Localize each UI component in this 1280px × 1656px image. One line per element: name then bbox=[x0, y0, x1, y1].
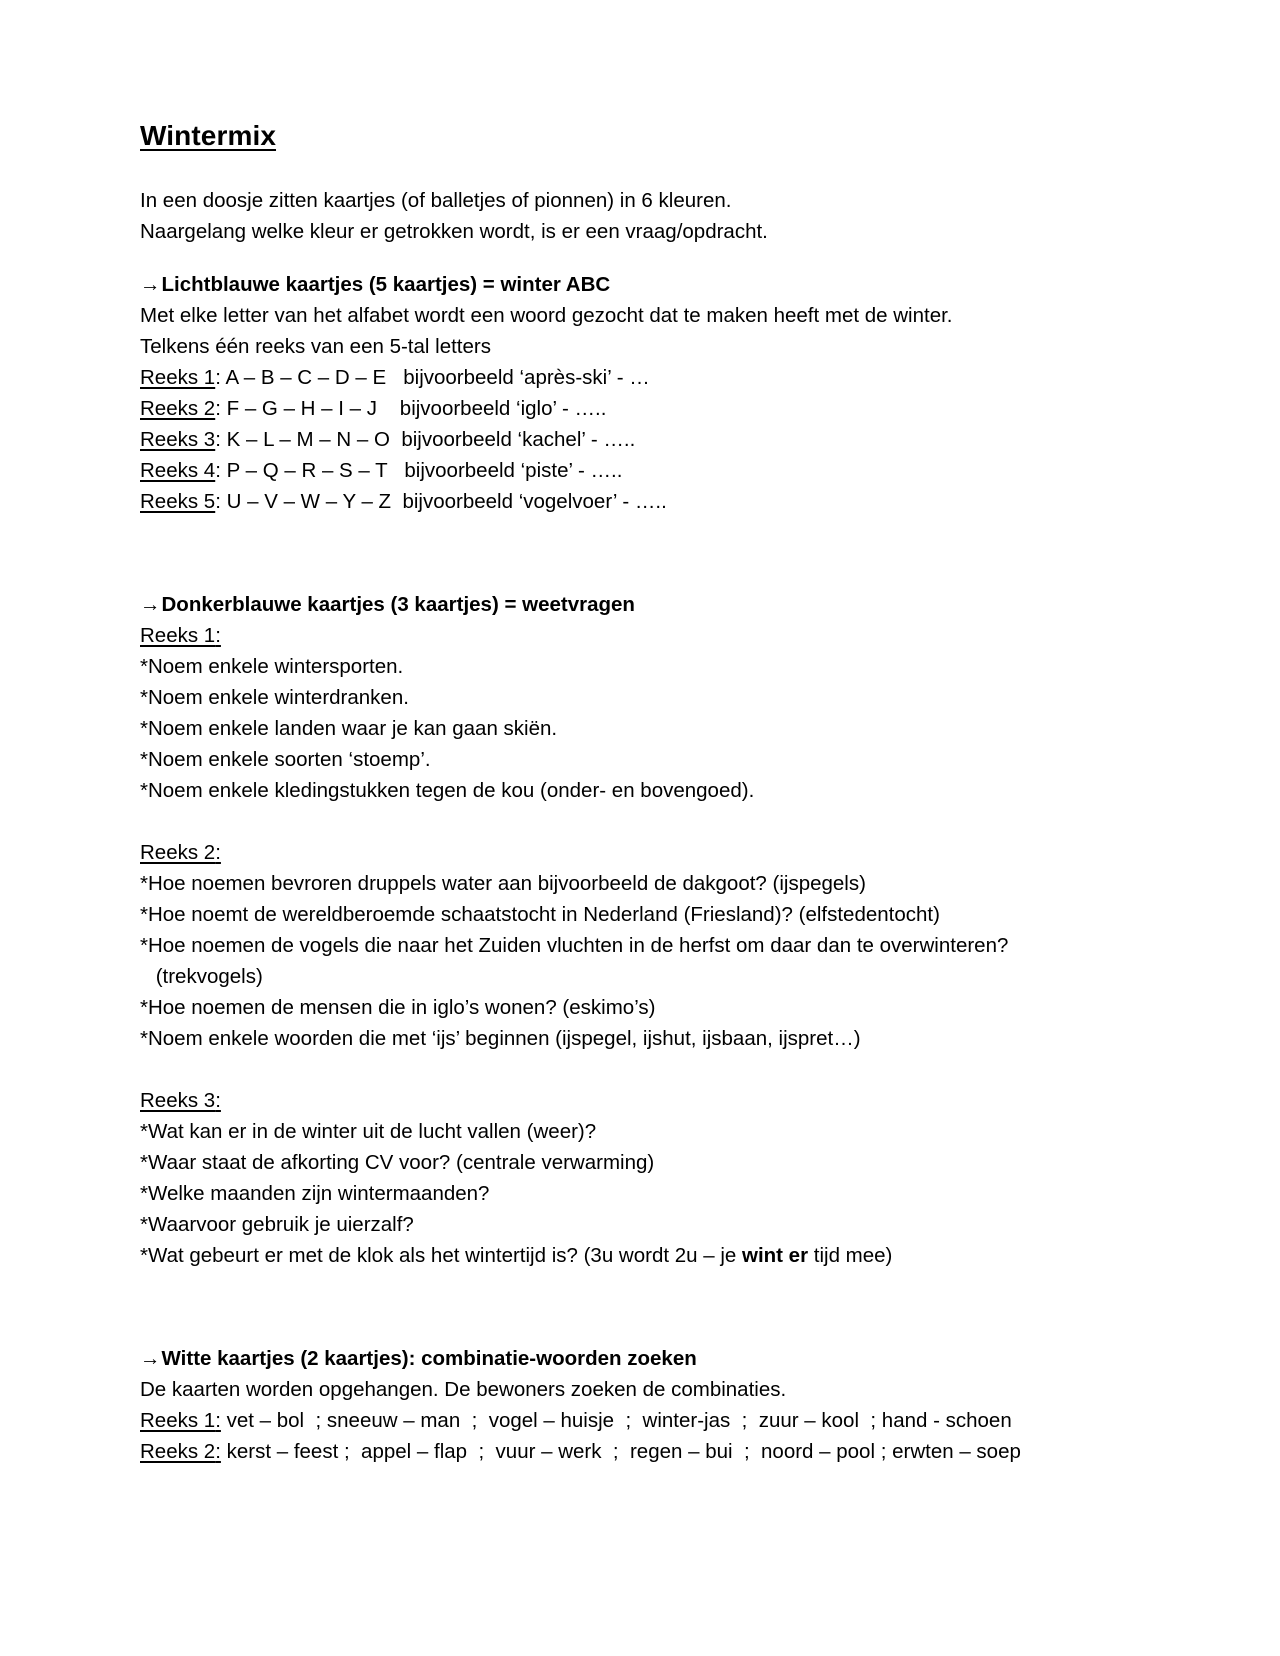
reeks-colon: : bbox=[215, 841, 221, 864]
reeks-text: F – G – H – I – J bijvoorbeeld ‘iglo’ - ….. bbox=[220, 397, 607, 420]
intro-line-2: Naargelang welke kleur er getrokken wordt, is er een vraag/opdracht. bbox=[140, 220, 768, 243]
reeks-label: Reeks 3 bbox=[140, 1089, 216, 1112]
page-title: Wintermix bbox=[140, 120, 277, 151]
donkerblauw-reeks2-item-2: *Hoe noemt de wereldberoemde schaatstocht in Nederland (Friesland)? (elfstedentocht) bbox=[140, 903, 940, 926]
reeks-label: Reeks 3 bbox=[140, 428, 216, 451]
reeks-colon: : bbox=[215, 624, 221, 647]
reeks-text: P – Q – R – S – T bijvoorbeeld ‘piste’ - ….. bbox=[220, 459, 623, 482]
reeks-label: Reeks 1 bbox=[140, 1409, 216, 1432]
wit-reeks-2 bbox=[140, 1436, 1130, 1467]
reeks-colon: : bbox=[215, 490, 221, 513]
reeks-colon: : bbox=[215, 1089, 221, 1112]
reeks3-last-bold: wint er bbox=[742, 1244, 809, 1267]
reeks-colon: : bbox=[215, 1409, 221, 1432]
donkerblauw-reeks1-item-4: *Noem enkele soorten ‘stoemp’. bbox=[140, 748, 431, 771]
donkerblauw-reeks3-item-5 bbox=[140, 1240, 1130, 1271]
reeks3-last-after: tijd mee) bbox=[808, 1244, 893, 1267]
donkerblauw-reeks2-item-3-continuation: (trekvogels) bbox=[150, 965, 263, 988]
donkerblauw-reeks3-item-3: *Welke maanden zijn wintermaanden? bbox=[140, 1182, 490, 1205]
donkerblauw-reeks3-item-2: *Waar staat de afkorting CV voor? (centrale verwarming) bbox=[140, 1151, 655, 1174]
reeks-label: Reeks 1 bbox=[140, 366, 216, 389]
reeks-colon: : bbox=[215, 397, 221, 420]
donkerblauw-reeks1-item-1: *Noem enkele wintersporten. bbox=[140, 655, 404, 678]
donkerblauw-reeks1-label bbox=[140, 620, 1130, 651]
section-wit-heading-text: Witte kaartjes (2 kaartjes): combinatie-woorden zoeken bbox=[161, 1347, 697, 1370]
reeks-label: Reeks 2 bbox=[140, 397, 216, 420]
intro-paragraph bbox=[140, 185, 1130, 247]
reeks-colon: : bbox=[215, 459, 221, 482]
reeks-text: U – V – W – Y – Z bijvoorbeeld ‘vogelvoer’ - ….. bbox=[220, 490, 667, 513]
lichtblauw-reeks-4 bbox=[140, 455, 1130, 486]
section-wit-heading bbox=[140, 1343, 1130, 1374]
reeks-label: Reeks 1 bbox=[140, 624, 216, 647]
reeks-label: Reeks 4 bbox=[140, 459, 216, 482]
donkerblauw-reeks3-item-4: *Waarvoor gebruik je uierzalf? bbox=[140, 1213, 414, 1236]
reeks-colon: : bbox=[215, 1440, 221, 1463]
section-lichtblauw bbox=[140, 269, 1130, 517]
reeks-label: Reeks 2 bbox=[140, 1440, 216, 1463]
section-donkerblauw bbox=[140, 589, 1130, 1271]
donkerblauw-reeks1-item-5: *Noem enkele kledingstukken tegen de kou (onder- en bovengoed). bbox=[140, 779, 755, 802]
lichtblauw-intro-2: Telkens één reeks van een 5-tal letters bbox=[140, 335, 491, 358]
donkerblauw-reeks3-item-1: *Wat kan er in de winter uit de lucht vallen (weer)? bbox=[140, 1120, 597, 1143]
reeks-colon: : bbox=[215, 366, 221, 389]
donkerblauw-reeks1-item-3: *Noem enkele landen waar je kan gaan skiën. bbox=[140, 717, 558, 740]
reeks-text: K – L – M – N – O bijvoorbeeld ‘kachel’ - ….. bbox=[220, 428, 636, 451]
spacer bbox=[140, 806, 1130, 837]
reeks-text: A – B – C – D – E bijvoorbeeld ‘après-ski’ - … bbox=[220, 366, 650, 389]
reeks3-last-before: *Wat gebeurt er met de klok als het wintertijd is? (3u wordt 2u – je bbox=[140, 1244, 742, 1267]
section-donkerblauw-heading-text: Donkerblauwe kaartjes (3 kaartjes) = weetvragen bbox=[161, 593, 635, 616]
reeks-label: Reeks 2 bbox=[140, 841, 216, 864]
wit-reeks-1 bbox=[140, 1405, 1130, 1436]
donkerblauw-reeks2-item-4: *Hoe noemen de mensen die in iglo’s wonen? (eskimo’s) bbox=[140, 996, 656, 1019]
reeks-text: vet – bol ; sneeuw – man ; vogel – huisje ; winter-jas ; zuur – kool ; hand - schoen bbox=[220, 1409, 1012, 1432]
reeks-text: kerst – feest ; appel – flap ; vuur – werk ; regen – bui ; noord – pool ; erwten – soep bbox=[220, 1440, 1021, 1463]
section-lichtblauw-heading-text: Lichtblauwe kaartjes (5 kaartjes) = winter ABC bbox=[161, 273, 611, 296]
intro-line-1: In een doosje zitten kaartjes (of balletjes of pionnen) in 6 kleuren. bbox=[140, 189, 732, 212]
reeks-label: Reeks 5 bbox=[140, 490, 216, 513]
reeks-colon: : bbox=[215, 428, 221, 451]
lichtblauw-intro-1: Met elke letter van het alfabet wordt een woord gezocht dat te maken heeft met de winter. bbox=[140, 304, 953, 327]
section-donkerblauw-heading bbox=[140, 589, 1130, 620]
wit-intro-1: De kaarten worden opgehangen. De bewoners zoeken de combinaties. bbox=[140, 1378, 787, 1401]
arrow-right-icon: → bbox=[140, 1347, 161, 1370]
lichtblauw-reeks-2 bbox=[140, 393, 1130, 424]
spacer bbox=[140, 1054, 1130, 1085]
lichtblauw-reeks-5 bbox=[140, 486, 1130, 517]
spacer bbox=[140, 517, 1130, 589]
section-lichtblauw-heading bbox=[140, 269, 1130, 300]
donkerblauw-reeks3-label bbox=[140, 1085, 1130, 1116]
donkerblauw-reeks2-item-1: *Hoe noemen bevroren druppels water aan bijvoorbeeld de dakgoot? (ijspegels) bbox=[140, 872, 866, 895]
donkerblauw-reeks1-item-2: *Noem enkele winterdranken. bbox=[140, 686, 409, 709]
spacer bbox=[140, 1271, 1130, 1343]
donkerblauw-reeks2-item-3: *Hoe noemen de vogels die naar het Zuiden vluchten in de herfst om daar dan te overwinteren? bbox=[140, 934, 1009, 957]
donkerblauw-reeks2-label bbox=[140, 837, 1130, 868]
arrow-right-icon: → bbox=[140, 593, 161, 616]
arrow-right-icon: → bbox=[140, 273, 161, 296]
lichtblauw-reeks-3 bbox=[140, 424, 1130, 455]
lichtblauw-reeks-1 bbox=[140, 362, 1130, 393]
section-wit bbox=[140, 1343, 1130, 1467]
donkerblauw-reeks2-item-5: *Noem enkele woorden die met ‘ijs’ beginnen (ijspegel, ijshut, ijsbaan, ijspret…) bbox=[140, 1027, 861, 1050]
